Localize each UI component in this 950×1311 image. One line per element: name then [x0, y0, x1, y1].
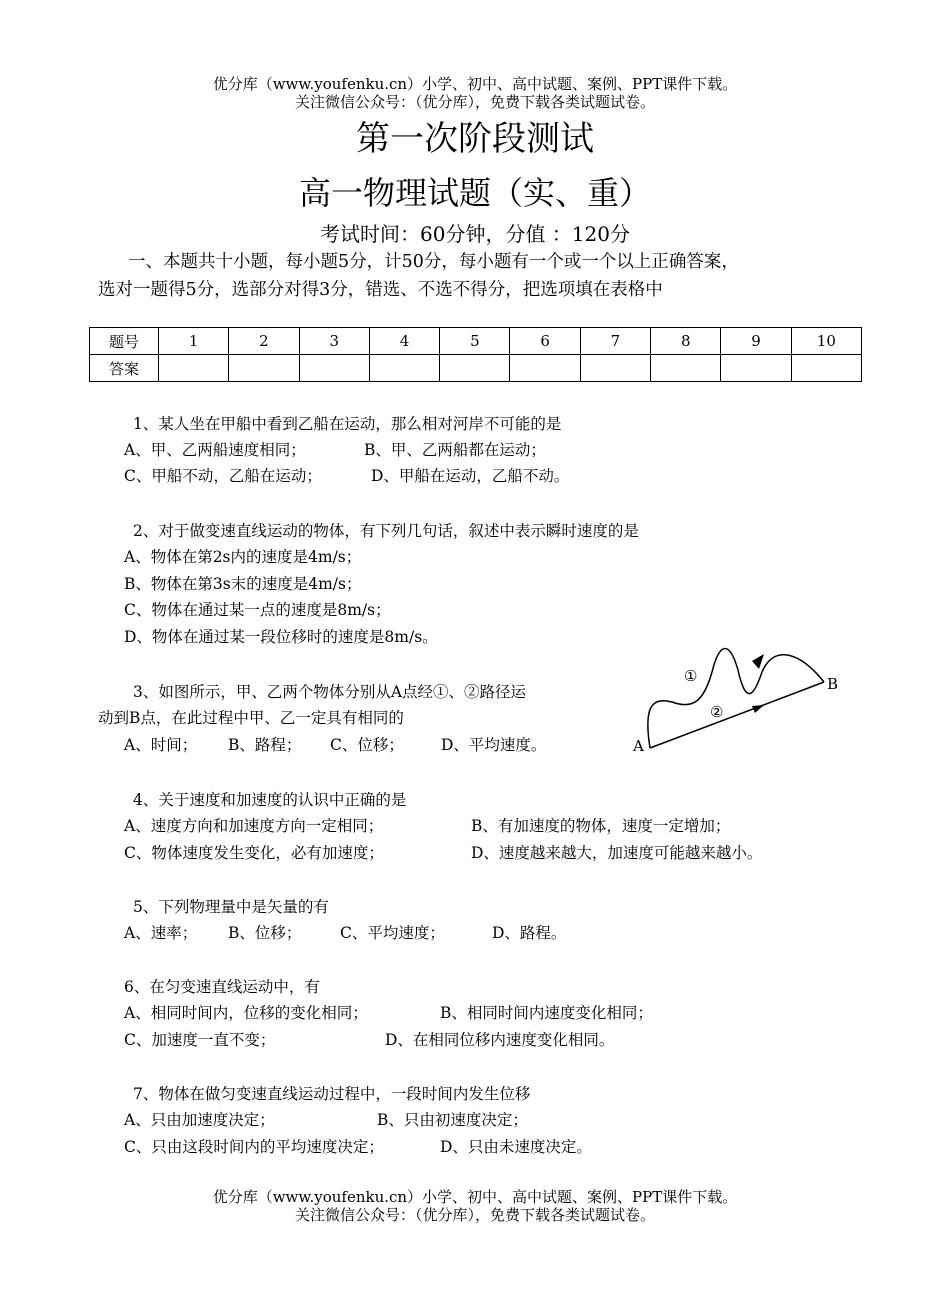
question-6-stem: 6、在匀变速直线运动中，有	[124, 978, 320, 996]
question-4-option-d: D、速度越来越大，加速度可能越来越小。	[471, 844, 763, 862]
answer-cell[interactable]	[229, 355, 299, 382]
answer-cell[interactable]	[651, 355, 721, 382]
table-row-numbers	[90, 328, 862, 355]
question-3-option-a: A、时间；	[124, 736, 198, 754]
footer-line-1: 优分库（www.youfenku.cn）小学、初中、高中试题、案例、PPT课件下载。	[212, 1188, 738, 1206]
path-2-arrow	[752, 705, 764, 713]
question-5-option-b: B、位移；	[228, 924, 302, 942]
question-4-option-a: A、速度方向和加速度方向一定相同；	[124, 817, 384, 835]
question-2-option-b: B、物体在第3s末的速度是4m/s；	[124, 575, 362, 593]
answer-cell[interactable]	[791, 355, 861, 382]
question-6-option-a: A、相同时间内，位移的变化相同；	[124, 1004, 368, 1022]
question-1-option-c: C、甲船不动，乙船在运动；	[124, 467, 322, 485]
question-1-stem: 1、某人坐在甲船中看到乙船在运动，那么相对河岸不可能的是	[133, 415, 562, 433]
figure-label-path-1: ①	[684, 667, 698, 685]
table-row-answers	[90, 355, 862, 382]
question-2-option-d: D、物体在通过某一段位移时的速度是8m/s。	[124, 628, 438, 646]
question-3-option-d: D、平均速度。	[441, 736, 547, 754]
answer-cell[interactable]	[369, 355, 439, 382]
header-line-2: 关注微信公众号：（优分库），免费下载各类试题试卷。	[294, 93, 655, 111]
question-6-option-c: C、加速度一直不变；	[124, 1031, 276, 1049]
table-cell-number: 7	[580, 328, 650, 355]
instructions-line-2: 选对一题得5分，选部分对得3分，错选、不选不得分，把选项填在表格中	[98, 280, 663, 300]
table-cell-number: 9	[721, 328, 791, 355]
question-7-option-a: A、只由加速度决定；	[124, 1111, 275, 1129]
question-3-option-b: B、路程；	[228, 736, 302, 754]
question-4-option-c: C、物体速度发生变化，必有加速度；	[124, 844, 384, 862]
answer-cell[interactable]	[299, 355, 369, 382]
exam-info: 考试时间：60分钟，分值 ：120分	[320, 222, 630, 246]
question-7-stem: 7、物体在做匀变速直线运动过程中，一段时间内发生位移	[133, 1085, 531, 1103]
question-5-stem: 5、下列物理量中是矢量的有	[133, 898, 329, 916]
question-7-option-c: C、只由这段时间内的平均速度决定；	[124, 1138, 384, 1156]
figure-label-a: A	[633, 737, 644, 755]
page-title: 第一次阶段测试	[356, 119, 594, 159]
path-1-curve	[648, 649, 824, 749]
figure-label-path-2: ②	[710, 703, 724, 721]
table-cell-label: 答案	[90, 355, 159, 382]
table-cell-label: 题号	[90, 328, 159, 355]
question-7-option-d: D、只由未速度决定。	[440, 1138, 592, 1156]
question-4-option-b: B、有加速度的物体，速度一定增加；	[471, 817, 731, 835]
answer-cell[interactable]	[721, 355, 791, 382]
question-2-option-a: A、物体在第2s内的速度是4m/s；	[124, 548, 362, 566]
footer-line-2: 关注微信公众号：（优分库），免费下载各类试题试卷。	[294, 1206, 655, 1224]
answer-cell[interactable]	[159, 355, 229, 382]
table-cell-number: 8	[651, 328, 721, 355]
question-4-stem: 4、关于速度和加速度的认识中正确的是	[133, 791, 407, 809]
table-cell-number: 4	[369, 328, 439, 355]
question-5-option-d: D、路程。	[492, 924, 567, 942]
table-cell-number: 10	[791, 328, 861, 355]
question-7-option-b: B、只由初速度决定；	[377, 1111, 528, 1129]
table-cell-number: 6	[510, 328, 580, 355]
question-6-option-d: D、在相同位移内速度变化相同。	[385, 1031, 615, 1049]
path-2-line	[650, 682, 824, 748]
table-cell-number: 3	[299, 328, 369, 355]
question-1-option-d: D、甲船在运动，乙船不动。	[371, 467, 570, 485]
answer-table	[89, 327, 862, 382]
header-line-1: 优分库（www.youfenku.cn）小学、初中、高中试题、案例、PPT课件下载。	[212, 75, 738, 93]
path-diagram	[628, 630, 848, 760]
figure-label-b: B	[827, 675, 839, 693]
instructions	[98, 248, 868, 304]
question-5-option-c: C、平均速度；	[340, 924, 445, 942]
answer-cell[interactable]	[440, 355, 510, 382]
answer-cell[interactable]	[510, 355, 580, 382]
question-5-option-a: A、速率；	[124, 924, 198, 942]
table-cell-number: 2	[229, 328, 299, 355]
question-3-stem-line-2: 动到B点，在此过程中甲、乙一定具有相同的	[98, 709, 404, 727]
question-6-option-b: B、相同时间内速度变化相同；	[440, 1004, 653, 1022]
table-cell-number: 5	[440, 328, 510, 355]
question-2-option-c: C、物体在通过某一点的速度是8m/s；	[124, 601, 391, 619]
question-1-option-b: B、甲、乙两船都在运动；	[364, 441, 546, 459]
question-3-option-c: C、位移；	[330, 736, 404, 754]
question-2-stem: 2、对于做变速直线运动的物体，有下列几句话，叙述中表示瞬时速度的是	[133, 522, 639, 540]
page-subtitle: 高一物理试题（实、重）	[298, 174, 651, 212]
question-1-option-a: A、甲、乙两船速度相同；	[124, 441, 306, 459]
table-cell-number: 1	[159, 328, 229, 355]
instructions-line-1: 一、本题共十小题，每小题5分，计50分，每小题有一个或一个以上正确答案，	[128, 252, 739, 272]
path-1-arrow	[752, 654, 764, 669]
question-3-stem-line-1: 3、如图所示，甲、乙两个物体分别从A点经①、②路径运	[133, 683, 527, 701]
answer-cell[interactable]	[580, 355, 650, 382]
